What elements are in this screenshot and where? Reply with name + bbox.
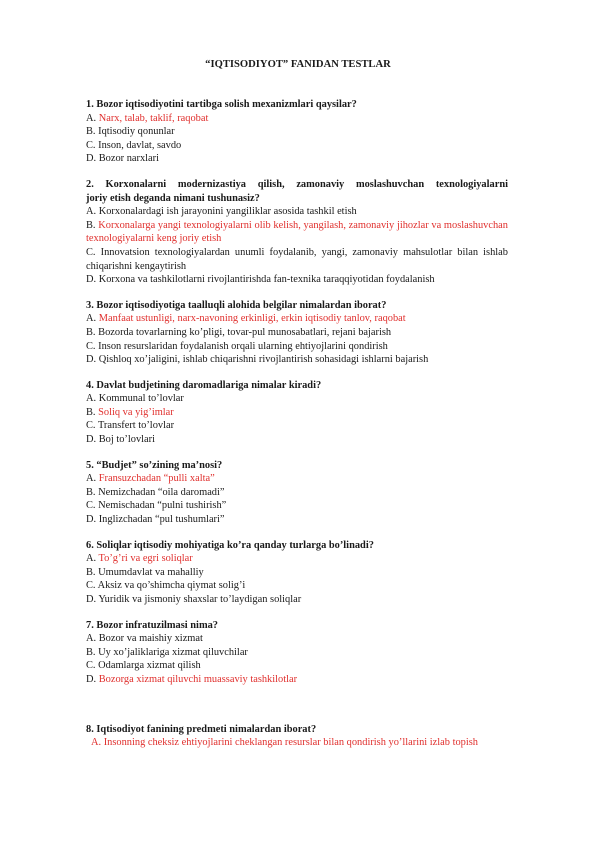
question-3: [86, 299, 508, 367]
option-c: C. Transfert to’lovlar: [86, 420, 175, 432]
page-title: “IQTISODIYOT” FANIDAN TESTLAR: [205, 59, 391, 70]
question-text: 4. Davlat budjetining daromadlariga nimalar kiradi?: [86, 379, 322, 391]
option-a: A. Fransuzchadan “pulli xalta”: [86, 473, 215, 485]
question-text: 3. Bozor iqtisodiyotiga taalluqli alohida belgilar nimalardan iborat?: [86, 299, 387, 311]
question-text: 5. “Budjet” so’zining ma’nosi?: [86, 459, 223, 471]
question-4: [86, 379, 508, 447]
question-text: 7. Bozor infratuzilmasi nima?: [86, 619, 218, 631]
option-d: D. Boj to’lovlari: [86, 434, 155, 446]
option-a: A. Kommunal to’lovlar: [86, 393, 184, 405]
option-b: B. Uy xo’jaliklariga xizmat qiluvchilar: [86, 646, 248, 658]
option-b: B. Soliq va yig’imlar: [86, 406, 174, 418]
question-2: [86, 178, 508, 287]
option-b: B. Nemizchadan “oila daromadi”: [86, 486, 225, 498]
option-d: D. Korxona va tashkilotlarni rivojlantirishda fan-texnika taraqqiyotidan foydalanish: [86, 274, 435, 286]
question-7: [86, 619, 508, 687]
option-c: C. Inson resurslaridan foydalanish orqali ularning ehtiyojlarini qondirish: [86, 340, 388, 352]
option-b: B. Iqtisodiy qonunlar: [86, 126, 175, 138]
option-b: B. Korxonalarga yangi texnologiyalarni olib kelish, yangilash, zamonaviy jihozlar va moslashuvchan texnologiyalarni keng joriy etish: [86, 219, 508, 245]
question-1: [86, 98, 508, 166]
option-c: C. Innovatsion texnologiyalardan unumli foydalanib, yangi, zamonaviy mahsulotlar bilan ishlab chiqarishni kengaytirish: [86, 246, 508, 272]
question-6: [86, 539, 508, 607]
option-a: A. Korxonalardagi ish jarayonini yangiliklar asosida tashkil etish: [86, 206, 357, 218]
option-c: C. Inson, davlat, savdo: [86, 139, 182, 151]
option-c: C. Aksiz va qo’shimcha qiymat solig’i: [86, 580, 246, 592]
option-c: C. Odamlarga xizmat qilish: [86, 660, 201, 672]
question-text: 8. Iqtisodiyot fanining predmeti nimalardan iborat?: [86, 723, 317, 735]
option-d: D. Bozor narxlari: [86, 153, 160, 165]
option-a: A. Manfaat ustunligi, narx-navoning erkinligi, erkin iqtisodiy tanlov, raqobat: [86, 313, 406, 325]
option-a: A. Bozor va maishiy xizmat: [86, 633, 203, 645]
option-a: A. Narx, talab, taklif, raqobat: [86, 112, 209, 124]
question-8: [86, 723, 508, 750]
questions-list: [86, 98, 508, 762]
question-text: 2. Korxonalarni modernizastiya qilish, zamonaviy moslashuvchan texnologiyalarni joriy etish deganda nimani tushunasiz?: [86, 178, 508, 204]
question-5: [86, 459, 508, 527]
option-d: D. Qishloq xo’jaligini, ishlab chiqarishni rivojlantirish sohasidagi ishlarni bajarish: [86, 354, 429, 366]
option-d: D. Inglizchadan “pul tushumlari”: [86, 514, 225, 526]
option-a: A. Insonning cheksiz ehtiyojlarini cheklangan resurslar bilan qondirish yo’llarini izlab topish: [91, 737, 478, 749]
option-d: D. Yuridik va jismoniy shaxslar to’laydigan soliqlar: [86, 594, 302, 605]
option-c: C. Nemischadan “pulni tushirish”: [86, 500, 227, 512]
option-b: B. Bozorda tovarlarning ko’pligi, tovar-pul munosabatlari, rejani bajarish: [86, 326, 392, 338]
question-text: 6. Soliqlar iqtisodiy mohiyatiga ko’ra qanday turlarga bo’linadi?: [86, 539, 374, 551]
option-d: D. Bozorga xizmat qiluvchi muassaviy tashkilotlar: [86, 673, 298, 685]
option-a: A. To’g’ri va egri soliqlar: [86, 553, 193, 565]
question-text: 1. Bozor iqtisodiyotini tartibga solish mexanizmlari qaysilar?: [86, 99, 357, 110]
option-b: B. Umumdavlat va mahalliy: [86, 566, 204, 578]
